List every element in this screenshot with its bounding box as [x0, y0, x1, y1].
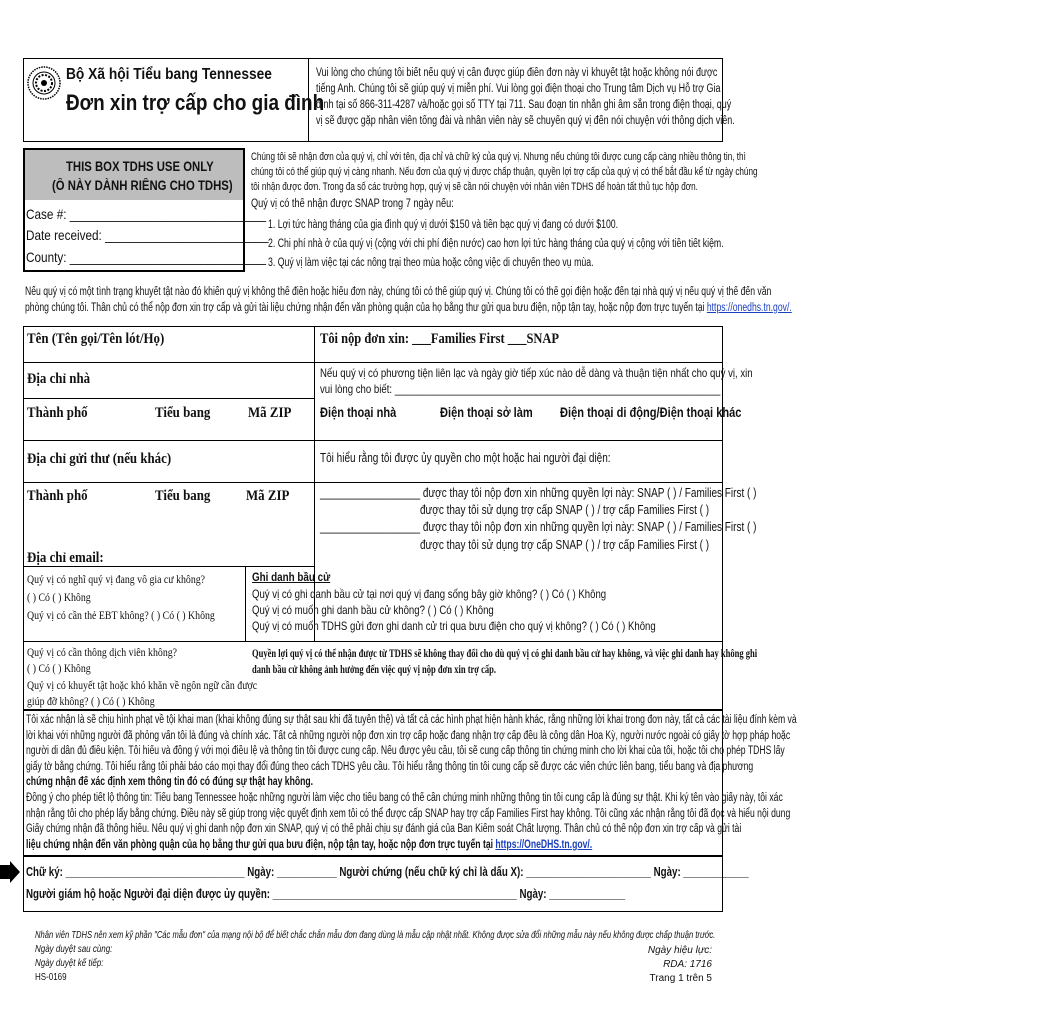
snap-heading: Quý vị có thể nhận được SNAP trong 7 ngày nếu: [251, 198, 454, 210]
list-item: 2. Chi phí nhà ở của quý vị (cộng với chi phí điện nước) cao hơn lợi tức hàng tháng của quý vị cộng với tiền tiết kiệm. [268, 238, 724, 250]
date-received-field[interactable]: Date received: _________________________ [26, 227, 269, 243]
voter-question[interactable]: Quý vị có muốn TDHS gửi đơn ghi danh cử tri qua bưu điện cho quý vị không? ( ) Có ( ) Không [252, 619, 656, 633]
effective-date: Ngày hiệu lực: [647, 945, 712, 956]
state2-label: Tiểu bang [155, 488, 211, 504]
state-seal [27, 66, 61, 100]
home-phone-label: Điện thoại nhà [320, 405, 397, 420]
disability-text-2: phòng chúng tôi. Thân chủ có thể nộp đơn xin trợ cấp và gửi tài liệu chứng nhận đến văn phòng quận của họ bằng thư gửi qua bưu điện, nộp tận tay, hoặc nộp đơn trực tuyến tại https://onedhs.tn.gov/. [25, 302, 792, 314]
authorized-rep-1-use[interactable]: được thay tôi sử dụng trợ cấp SNAP ( ) / trợ cấp Families First ( ) [420, 503, 710, 517]
benefit-note-2: danh bầu cử không ảnh hưởng đến việc quý vị nộp đơn xin trợ cấp. [252, 664, 497, 676]
email-label: Địa chỉ email: [27, 550, 104, 566]
footer-note: Nhân viên TDHS nên xem kỹ phần "Các mẫu đơn" của mạng nội bộ để biết chắc chắn mẫu đơn đang dùng là mẫu cập nhật nhất. Không được sửa đổi những mẫu này nếu không được chấp thuận trước. [35, 930, 716, 941]
authorized-rep-1[interactable]: __________________ được thay tôi nộp đơn xin những quyền lợi này: SNAP ( ) / Families First ( ) [320, 486, 757, 500]
representative-signature-line[interactable]: Người giám hộ hoặc Người đại diện được ủy quyền: _____________________________________________ Ngày: ______________ [26, 887, 626, 901]
arrow-pointer-icon [0, 861, 20, 888]
rda-number: RDA: 1716 [663, 959, 712, 970]
home-address-label: Địa chỉ nhà [27, 371, 91, 387]
list-item: 3. Quý vị làm việc tại các nông trại theo mùa hoặc công việc di chuyển theo vụ mùa. [268, 257, 594, 269]
interpreter-options[interactable]: ( ) Có ( ) Không [27, 661, 91, 675]
ebt-question[interactable]: Quý vị có cần thẻ EBT không? ( ) Có ( ) Không [27, 608, 215, 622]
homeless-question: Quý vị có nghĩ quý vị đang vô gia cư không? [27, 572, 206, 586]
voter-question[interactable]: Quý vị có ghi danh bầu cử tại nơi quý vị đang sống bây giờ không? ( ) Có ( ) Không [252, 587, 607, 601]
authorized-rep-2-use[interactable]: được thay tôi sử dụng trợ cấp SNAP ( ) / trợ cấp Families First ( ) [420, 538, 710, 552]
onedhs-link-legal[interactable]: https://OneDHS.tn.gov/. [495, 838, 593, 851]
apply-for-label[interactable]: Tôi nộp đơn xin: ___Families First ___SNAP [320, 331, 560, 347]
voter-registration-title: Ghi danh bầu cử [252, 570, 331, 584]
next-review-date: Ngày duyệt kế tiếp: [35, 958, 104, 969]
county-field[interactable]: County: ______________________________ [26, 249, 267, 265]
zip-label: Mã ZIP [248, 405, 292, 421]
work-phone-label: Điện thoại sở làm [440, 405, 533, 420]
mobile-phone-label: Điện thoại di động/Điện thoại khác [560, 405, 742, 420]
disability-question-2[interactable]: giúp đỡ không? ( ) Có ( ) Không [27, 694, 155, 708]
authorized-rep-2[interactable]: __________________ được thay tôi nộp đơn xin những quyền lợi này: SNAP ( ) / Families First ( ) [320, 520, 757, 534]
voter-registration-questions [252, 586, 757, 634]
form-title: Đơn xin trợ cấp cho gia đình [66, 90, 325, 115]
office-box-title-1: THIS BOX TDHS USE ONLY [66, 159, 214, 174]
legal-text: Tôi xác nhận là sẽ chịu hình phạt về tội khai man (khai không đúng sự thật sau khi đã tuyên thệ) và tất cả các hình phạt hiện hành khác, rằng những lời khai trong đơn này, tất cả các tài liệu đính kèm và lời khai với những người đã phỏng vấn tôi là đúng và chính xác. Tất cả những người nộp đơn xin trợ cấp hoặc đang nhận trợ cấp đều là công dân Hoa Kỳ, người nước ngoài có giấy tờ hợp pháp hoặc người di dân đủ điều kiện. Tôi hiểu và đồng ý với mọi điều lệ và thông tin tôi được cung cấp. Nếu được yêu cầu, tôi sẽ cung cấp thông tin chứng minh cho lời khai của tôi, hoặc tôi cho phép TDHS lấy giấy tờ bằng chứng. Tôi hiểu rằng tôi phải báo cáo mọi thay đổi đúng theo cách TDHS yêu cầu. Tôi hiểu rằng thông tin tôi cung cấp sẽ được các viên chức liên bang, tiểu bang và địa phương chứng nhận để xác định xem thông tin đó có đúng sự thật hay không. Đồng ý cho phép tiết lộ thông tin: Tiểu bang Tennessee hoặc những người làm việc cho tiểu bang có thể cần chứng minh những thông tin tôi cung cấp là đúng sự thật. Khi ký tên vào giấy này, tôi xác nhận rằng tôi cho phép lấy bằng chứng. Điều này sẽ giúp trong việc quyết định xem tôi có thể được cấp SNAP hay trợ cấp Families First hay không. Tôi cũng xác nhận rằng tôi đã đọc và hiểu nội dung Giấy chứng nhận đã thông hiểu. Nếu quý vị ghi danh nộp đơn xin SNAP, quý vị có thể phải chịu sự đánh giá của Ban Kiểm soát Chất lượng. Thân chủ có thể nộp đơn xin trợ cấp và gửi tài liệu chứng nhận đến văn phòng quận của họ bằng thư gửi qua bưu điện, nộp tận tay, hoặc nộp đơn trực tuyến tại https://OneDHS.tn.gov/. [26, 714, 797, 851]
footer-right [600, 944, 712, 986]
intro-text: Chúng tôi sẽ nhận đơn của quý vị, chỉ với tên, địa chỉ và chữ ký của quý vị. Nhưng nếu chúng tôi được cung cấp càng nhiều thông tin, thì chúng tôi có thể giúp quý vị càng nhanh. Nếu đơn của quý vị được chấp thuận, quyền lợi trợ cấp của quý vị có thể bắt đầu kể từ ngày chúng tôi nhận được đơn. Trong đa số các trường hợp, quý vị sẽ cần nói chuyện với nhân viên TDHS để hoàn tất thủ tục hộp đơn. [251, 151, 758, 193]
list-item: 1. Lợi tức hàng tháng của gia đình quý vị dưới $150 và tiền bạc quý vị đang có dưới $100. [268, 219, 619, 231]
disability-text-1: Nếu quý vị có một tình trạng khuyết tật nào đó khiến quý vị không thể điền hoặc hiểu đơn này, chúng tôi có thể giúp quý vị. Chúng tôi có thể gọi điện hoặc đến tại nhà quý vị nếu quý vị thể đến văn [25, 286, 772, 298]
onedhs-link[interactable]: https://onedhs.tn.gov/. [706, 302, 792, 314]
voter-question[interactable]: Quý vị có muốn ghi danh bầu cử không? ( ) Có ( ) Không [252, 603, 494, 617]
page-number: Trang 1 trên 5 [649, 973, 712, 984]
state-label: Tiểu bang [155, 405, 211, 421]
department-name: Bộ Xã hội Tiểu bang Tennessee [66, 66, 272, 83]
mailing-address-label: Địa chỉ gửi thư (nếu khác) [27, 451, 172, 467]
form-number: HS-0169 [35, 972, 67, 983]
contact-preference-1: Nếu quý vị có phương tiện liên lạc và ngày giờ tiếp xúc nào dễ dàng và thuận tiện nhất cho quý vị, xin [320, 366, 753, 380]
interpreter-question: Quý vị có cần thông dịch viên không? [27, 645, 178, 659]
signature-line[interactable]: Chữ ký: _________________________________ Ngày: ___________ Người chứng (nếu chữ ký chỉ là dấu X): _______________________ Ngày: ____________ [26, 865, 749, 879]
benefit-note-1: Quyền lợi quý vị có thể nhận được từ TDHS sẽ không thay đổi cho dù quý vị có ghi danh bầu cử hay không, và việc ghi danh hay không ghi [252, 648, 758, 660]
case-number-field[interactable]: Case #: ______________________________ [26, 206, 267, 222]
office-box-title-2: (Ô NÀY DÀNH RIÊNG CHO TDHS) [52, 178, 233, 193]
disability-question-1: Quý vị có khuyết tật hoặc khó khăn về ngôn ngữ cần được [27, 678, 258, 692]
help-text: Vui lòng cho chúng tôi biết nếu quý vị cần được giúp điền đơn này vì khuyết tật hoặc không nói được tiếng Anh. Chúng tôi sẽ giúp quý vị miễn phí. Vui lòng gọi điện thoại cho Trung tâm Dịch vụ Hỗ trợ Gia đình tại số 866-311-4287 và/hoặc gọi số TTY tại 711. Sau đoạn tin nhắn ghi âm sẵn trong điện thoại, quý vị sẽ được gặp nhân viên tổng đài và nhân viên này sẽ chuyển quý vị đến nói chuyện với thông dịch viên. [316, 67, 735, 127]
city-label: Thành phố [27, 405, 88, 421]
approved-date: Ngày duyệt sau cùng: [35, 944, 113, 955]
zip2-label: Mã ZIP [246, 488, 290, 504]
snap-criteria-list [268, 216, 868, 273]
homeless-options[interactable]: ( ) Có ( ) Không [27, 590, 91, 604]
authorize-text: Tôi hiểu rằng tôi được ủy quyền cho một hoặc hai người đại diện: [320, 451, 611, 465]
city2-label: Thành phố [27, 488, 88, 504]
name-label: Tên (Tên gọi/Tên lót/Họ) [27, 331, 165, 347]
contact-preference-2[interactable]: vui lòng cho biết: _____________________________________________________________ [320, 382, 721, 396]
